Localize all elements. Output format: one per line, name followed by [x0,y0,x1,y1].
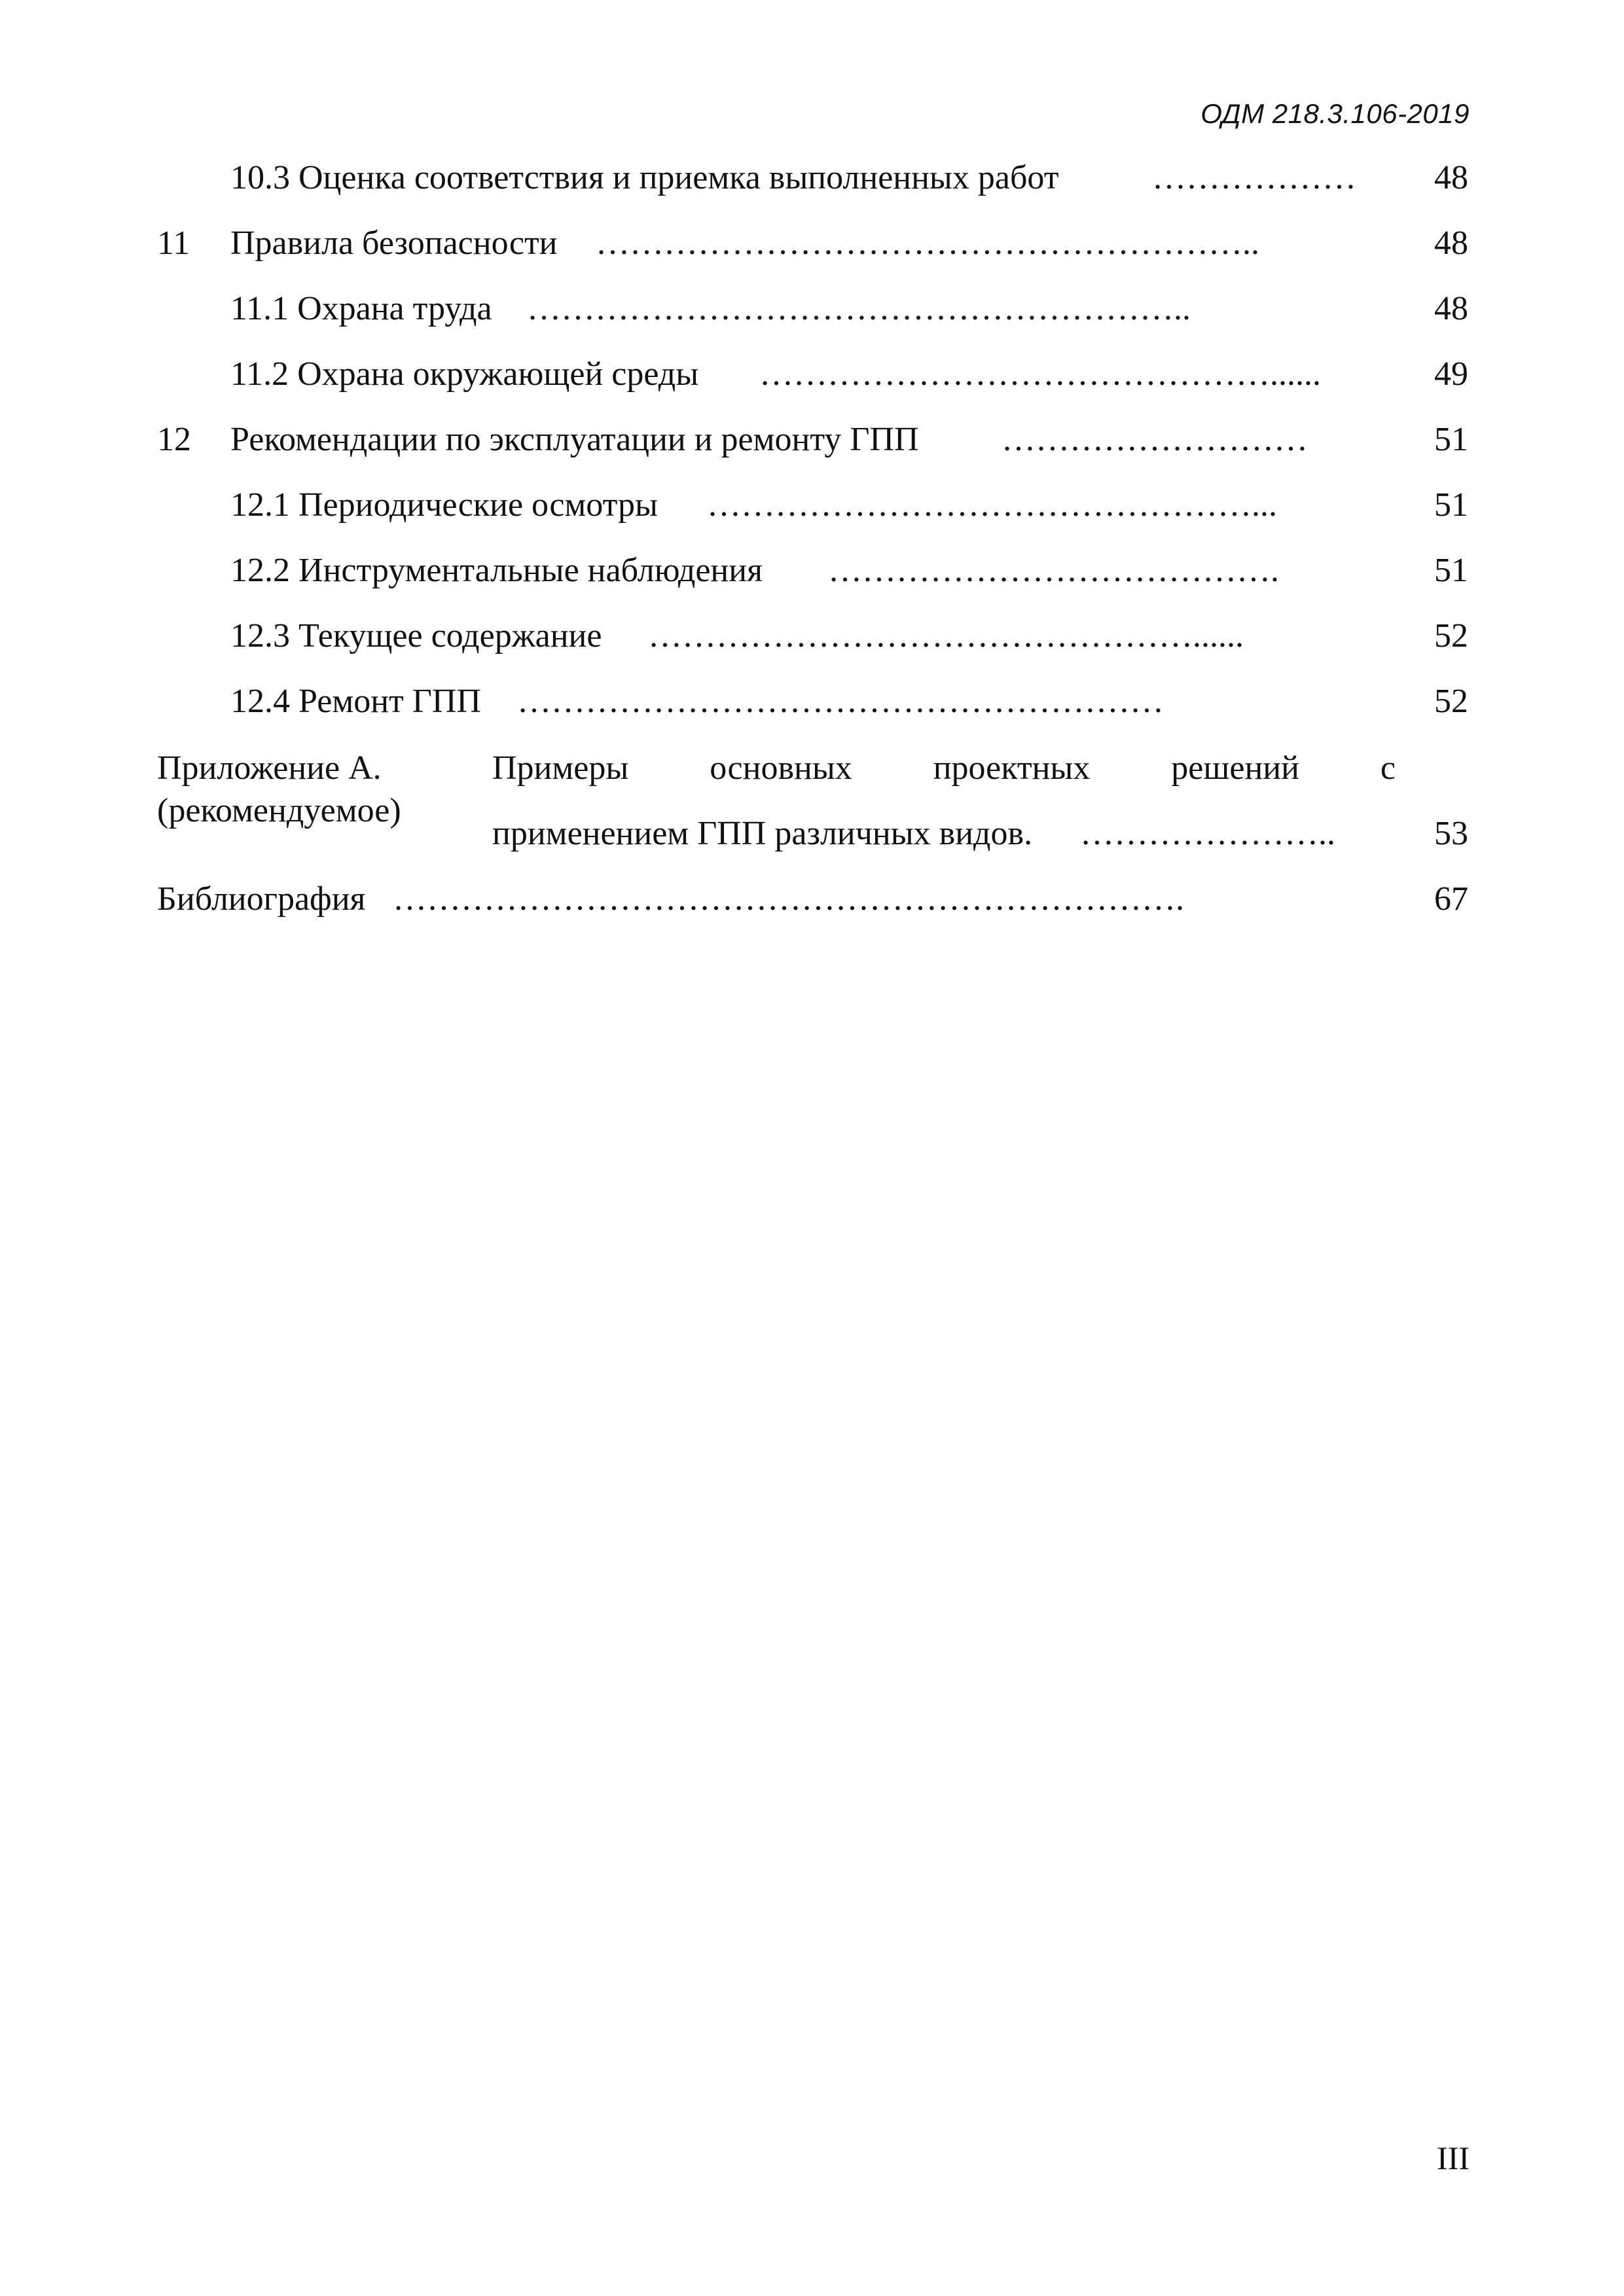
toc-section-number: 11 [157,224,190,262]
toc-leader: …………………………………………...... [648,617,1244,655]
toc-leader: ……………… [1152,159,1356,196]
appendix-title-line-1 [492,745,1396,791]
toc-page-number: 48 [1434,224,1468,262]
appendix-status: (рекомендуемое) [157,792,401,829]
toc-entry[interactable] [0,417,1624,463]
toc-page-number: 51 [1434,421,1468,458]
toc-entry-title: 12.2 Инструментальные наблюдения [230,552,763,589]
toc-entry-title: Правила безопасности [230,224,558,262]
toc-page-number: 52 [1434,683,1468,720]
toc-entry-title: 11.2 Охрана окружающей среды [230,355,699,393]
toc-leader: ………………………………………………….. [596,224,1259,262]
toc-leader: ………………………………………...... [759,355,1321,393]
toc-leader: ……………………… [1001,421,1308,458]
toc-page-number: 51 [1434,486,1468,524]
toc-page-number: 51 [1434,552,1468,589]
toc-page-number: 49 [1434,355,1468,393]
toc-entry[interactable] [0,548,1624,594]
toc-section-number: 12 [157,421,191,458]
toc-leader: ………………….. [1080,815,1335,852]
toc-page-number: 52 [1434,617,1468,655]
toc-leader: ………………………………………………… [517,683,1164,720]
appendix-title-word: решений [1171,749,1299,787]
appendix-title-word: с [1380,749,1396,787]
toc-leader: …………………………………………... [707,486,1277,524]
toc-page-number: 48 [1434,290,1468,327]
toc-leader: …………………………………. [828,552,1279,589]
toc-entry-title: Рекомендации по эксплуатации и ремонту ГПП [230,421,919,458]
toc-entry-title: 12.1 Периодические осмотры [230,486,658,524]
document-code: ОДМ 218.3.106-2019 [1200,98,1470,129]
toc-page-number: 53 [1434,815,1468,852]
toc-page-number: 67 [1434,880,1468,918]
toc-entry-title: 12.3 Текущее содержание [230,617,602,655]
toc-entry[interactable] [0,155,1624,201]
toc-entry[interactable] [0,221,1624,266]
toc-entry[interactable] [0,679,1624,725]
appendix-title-word: проектных [933,749,1091,787]
toc-entry-title: Библиография [157,880,366,918]
toc-bibliography-entry[interactable] [0,876,1624,922]
toc-page-number: 48 [1434,159,1468,196]
appendix-label: Приложение А. [157,749,382,787]
appendix-title-end: применением ГПП различных видов. [492,815,1033,852]
appendix-title-line-2 [0,811,1624,857]
toc-entry[interactable] [0,351,1624,397]
toc-entry-title: 11.1 Охрана труда [230,290,492,327]
toc-entry-title: 10.3 Оценка соответствия и приемка выполненных работ [230,159,1059,196]
appendix-title-word: Примеры [492,749,629,787]
toc-entry-title: 12.4 Ремонт ГПП [230,683,481,720]
page-number: III [1437,2140,1470,2176]
toc-leader: ………………………………………………….. [527,290,1191,327]
toc-leader: ……………………………………………………………. [393,880,1184,918]
toc-entry[interactable] [0,286,1624,332]
toc-entry[interactable] [0,613,1624,659]
toc-entry[interactable] [0,482,1624,528]
appendix-title-word: основных [710,749,852,787]
